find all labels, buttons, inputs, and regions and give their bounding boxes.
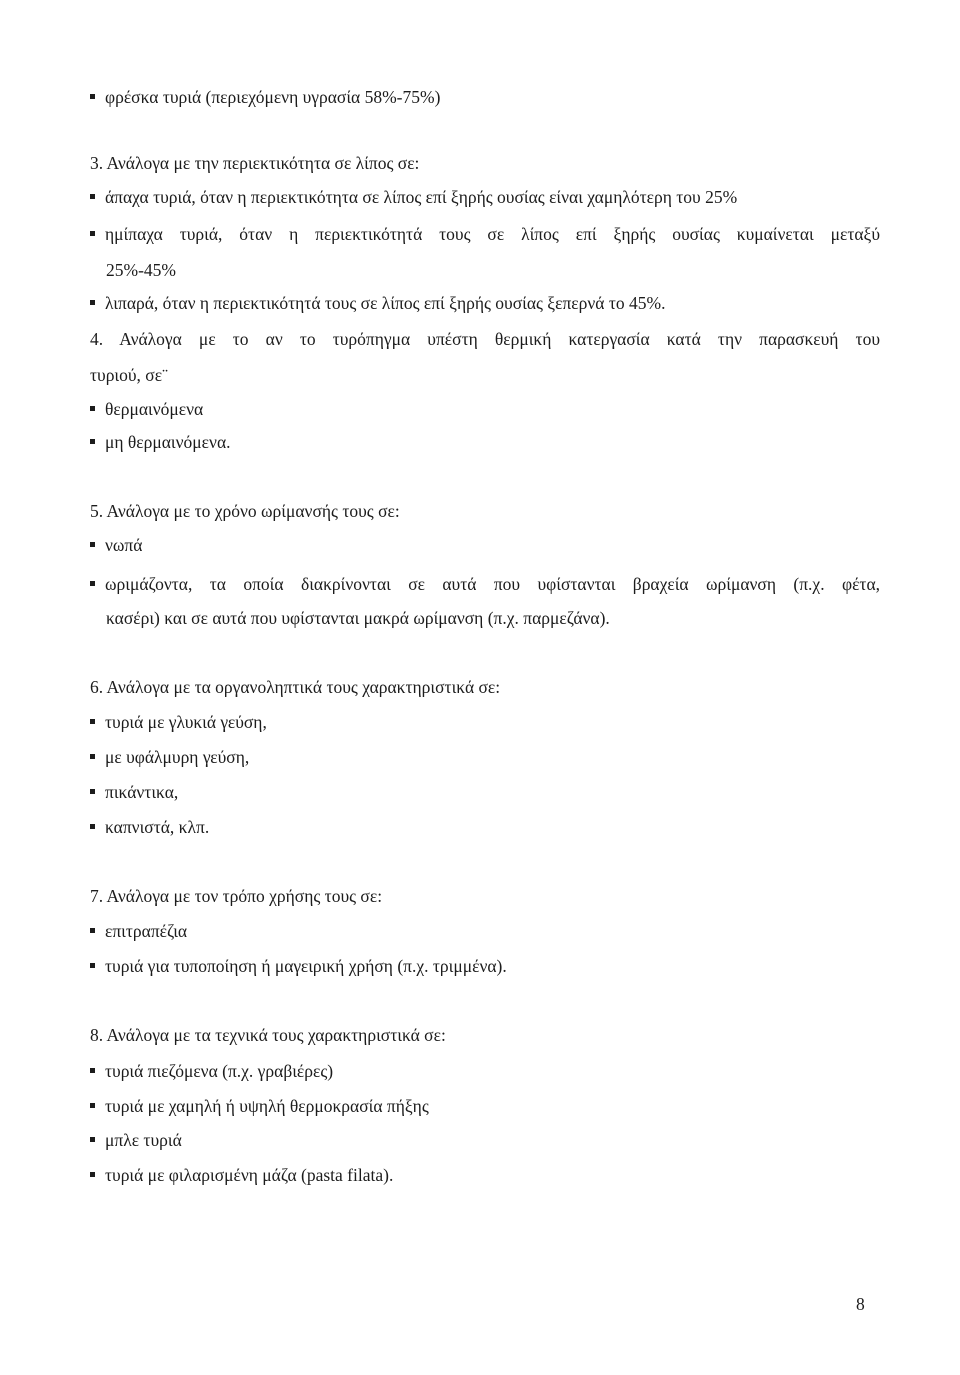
page-number: 8 <box>856 1294 865 1314</box>
bullet-icon <box>90 1068 95 1073</box>
section-heading-8: 8. Ανάλογα με τα τεχνικά τους χαρακτηριστικά σε: <box>90 1025 446 1045</box>
list-item: μπλε τυριά <box>90 1129 880 1151</box>
list-item: πικάντικα, <box>90 781 880 803</box>
list-item: τυριά με φιλαρισμένη μάζα (pasta filata). <box>90 1164 880 1186</box>
bullet-icon <box>90 1172 95 1177</box>
bullet-icon <box>90 231 95 236</box>
list-item: τυριά για τυποποίηση ή μαγειρική χρήση (π.χ. τριμμένα). <box>90 955 880 977</box>
bullet-icon <box>90 754 95 759</box>
bullet-icon <box>90 194 95 199</box>
list-item: ωριμάζοντα, τα οποία διακρίνονται σε αυτά που υφίστανται βραχεία ωρίμανση (π.χ. φέτα, <box>90 573 880 595</box>
section-heading-7: 7. Ανάλογα με τον τρόπο χρήσης τους σε: <box>90 886 383 906</box>
bullet-icon <box>90 406 95 411</box>
list-item-continuation: 25%-45% <box>106 260 176 280</box>
section-heading-6: 6. Ανάλογα με τα οργανοληπτικά τους χαρακτηριστικά σε: <box>90 677 501 697</box>
section-heading-5: 5. Ανάλογα με το χρόνο ωρίμανσής τους σε: <box>90 501 400 521</box>
bullet-icon <box>90 439 95 444</box>
list-item: μη θερμαινόμενα. <box>90 431 880 453</box>
list-item: ημίπαχα τυριά, όταν η περιεκτικότητά τους σε λίπος επί ξηρής ουσίας κυμαίνεται μεταξύ <box>90 223 880 245</box>
bullet-icon <box>90 1137 95 1142</box>
bullet-icon <box>90 300 95 305</box>
list-item: επιτραπέζια <box>90 920 880 942</box>
list-item: τυριά με γλυκιά γεύση, <box>90 711 880 733</box>
list-item: θερμαινόμενα <box>90 398 880 420</box>
list-item: με υφάλμυρη γεύση, <box>90 746 880 768</box>
list-item: λιπαρά, όταν η περιεκτικότητά τους σε λίπος επί ξηρής ουσίας ξεπερνά το 45%. <box>90 292 880 314</box>
list-item: φρέσκα τυριά (περιεχόμενη υγρασία 58%-75%) <box>90 86 880 108</box>
bullet-icon <box>90 719 95 724</box>
bullet-icon <box>90 581 95 586</box>
list-item: άπαχα τυριά, όταν η περιεκτικότητα σε λίπος επί ξηρής ουσίας είναι χαμηλότερη του 25% <box>90 186 880 208</box>
bullet-icon <box>90 928 95 933</box>
section-heading-3: 3. Ανάλογα με την περιεκτικότητα σε λίπος σε: <box>90 153 420 173</box>
bullet-icon <box>90 824 95 829</box>
section-heading-continuation: τυριού, σε¨ <box>90 365 168 385</box>
list-item: τυριά πιεζόμενα (π.χ. γραβιέρες) <box>90 1060 880 1082</box>
bullet-icon <box>90 542 95 547</box>
list-item: νωπά <box>90 534 880 556</box>
section-heading-4: 4. Ανάλογα με το αν το τυρόπηγμα υπέστη θερμική κατεργασία κατά την παρασκευή του <box>90 329 880 349</box>
list-item: τυριά με χαμηλή ή υψηλή θερμοκρασία πήξης <box>90 1095 880 1117</box>
bullet-icon <box>90 789 95 794</box>
list-item-continuation: κασέρι) και σε αυτά που υφίστανται μακρά ωρίμανση (π.χ. παρμεζάνα). <box>106 608 610 628</box>
bullet-icon <box>90 94 95 99</box>
list-item: καπνιστά, κλπ. <box>90 816 880 838</box>
bullet-icon <box>90 1103 95 1108</box>
bullet-icon <box>90 963 95 968</box>
